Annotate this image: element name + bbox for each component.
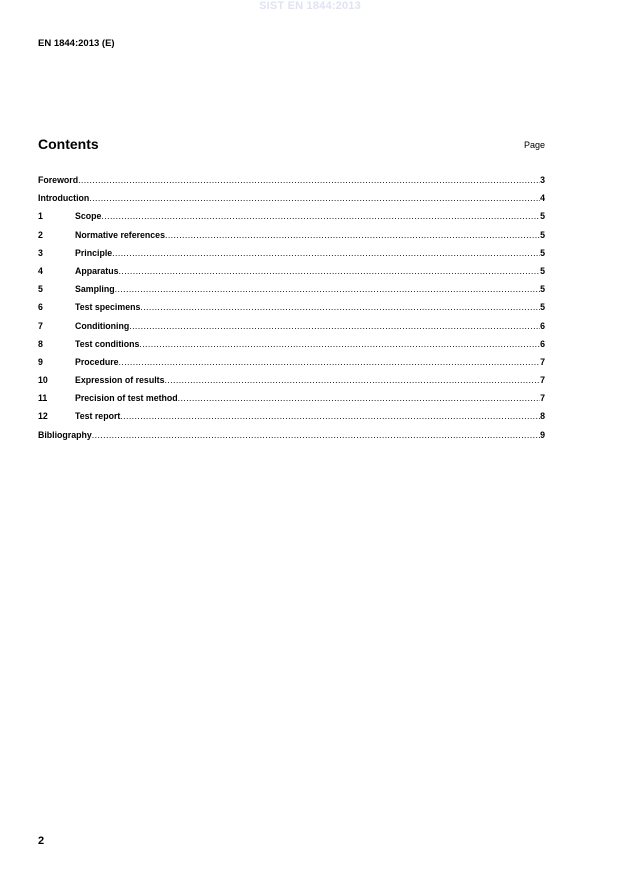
toc-entry-page: 5 [540,229,545,240]
toc-entry-number: 3 [38,247,43,258]
toc-entry-title: Normative references [75,229,165,240]
contents-heading: Contents [38,136,99,152]
toc-entry-title: Apparatus [75,265,119,276]
toc-entry-page: 7 [540,356,545,367]
toc-entry-page: 5 [540,284,545,295]
toc-entry-number: 6 [38,302,43,313]
toc-leader-dots [129,321,540,331]
toc-entry-bibliography[interactable] [38,430,545,448]
toc-entry-page: 4 [540,193,545,204]
toc-leader-dots [139,339,540,349]
toc-entry-title: Conditioning [75,320,130,331]
toc-leader-dots [165,230,540,240]
table-of-contents [38,175,545,448]
toc-entry-principle[interactable] [38,248,545,266]
toc-entry-title: Expression of results [75,375,165,386]
toc-entry-normative-references[interactable] [38,230,545,248]
toc-entry-foreword[interactable] [38,175,545,193]
toc-entry-precision-of-test-method[interactable] [38,393,545,411]
toc-leader-dots [119,357,541,367]
toc-leader-dots [178,393,540,403]
toc-entry-title: Procedure [75,356,119,367]
toc-leader-dots [140,302,540,312]
document-id: EN 1844:2013 (E) [38,38,115,49]
toc-entry-title: Bibliography [38,429,92,440]
toc-entry-title: Principle [75,247,113,258]
toc-entry-number: 9 [38,356,43,367]
toc-entry-page: 3 [540,175,545,185]
toc-entry-number: 1 [38,211,43,222]
page-column-label: Page [523,140,545,150]
toc-leader-dots [92,430,540,440]
toc-entry-page: 6 [540,338,545,349]
toc-leader-dots [78,175,540,185]
toc-entry-title: Introduction [38,193,90,204]
toc-entry-page: 5 [540,302,545,313]
toc-leader-dots [101,211,540,221]
toc-entry-page: 7 [540,393,545,404]
toc-entry-number: 12 [38,411,48,422]
toc-entry-introduction[interactable] [38,193,545,211]
toc-entry-test-report[interactable] [38,411,545,429]
toc-entry-title: Precision of test method [75,393,178,404]
toc-entry-scope[interactable] [38,211,545,229]
toc-entry-title: Test specimens [75,302,141,313]
toc-leader-dots [112,248,540,258]
toc-entry-number: 11 [38,393,48,404]
toc-entry-number: 10 [38,375,48,386]
toc-leader-dots [115,284,541,294]
toc-entry-test-specimens[interactable] [38,302,545,320]
toc-entry-number: 2 [38,229,43,240]
toc-entry-test-conditions[interactable] [38,339,545,357]
toc-entry-page: 5 [540,265,545,276]
toc-entry-number: 8 [38,338,43,349]
toc-entry-page: 8 [540,411,545,422]
toc-entry-number: 5 [38,284,43,295]
toc-entry-expression-of-results[interactable] [38,375,545,393]
toc-entry-page: 6 [540,320,545,331]
toc-entry-procedure[interactable] [38,357,545,375]
toc-entry-page: 5 [540,247,545,258]
toc-entry-title: Test conditions [75,338,140,349]
toc-entry-page: 7 [540,375,545,386]
toc-entry-number: 7 [38,320,43,331]
toc-entry-page: 9 [540,429,545,440]
toc-leader-dots [119,266,541,276]
toc-leader-dots [120,411,540,421]
toc-entry-title: Scope [75,211,102,222]
page-number: 2 [38,835,45,847]
toc-entry-title: Foreword [38,175,79,185]
toc-entry-title: Sampling [75,284,115,295]
toc-entry-title: Test report [75,411,121,422]
toc-leader-dots [164,375,540,385]
watermark: SIST EN 1844:2013 [259,0,361,12]
toc-entry-page: 5 [540,211,545,222]
toc-entry-number: 4 [38,265,43,276]
toc-entry-conditioning[interactable] [38,321,545,339]
toc-entry-apparatus[interactable] [38,266,545,284]
toc-entry-sampling[interactable] [38,284,545,302]
toc-leader-dots [89,193,540,203]
